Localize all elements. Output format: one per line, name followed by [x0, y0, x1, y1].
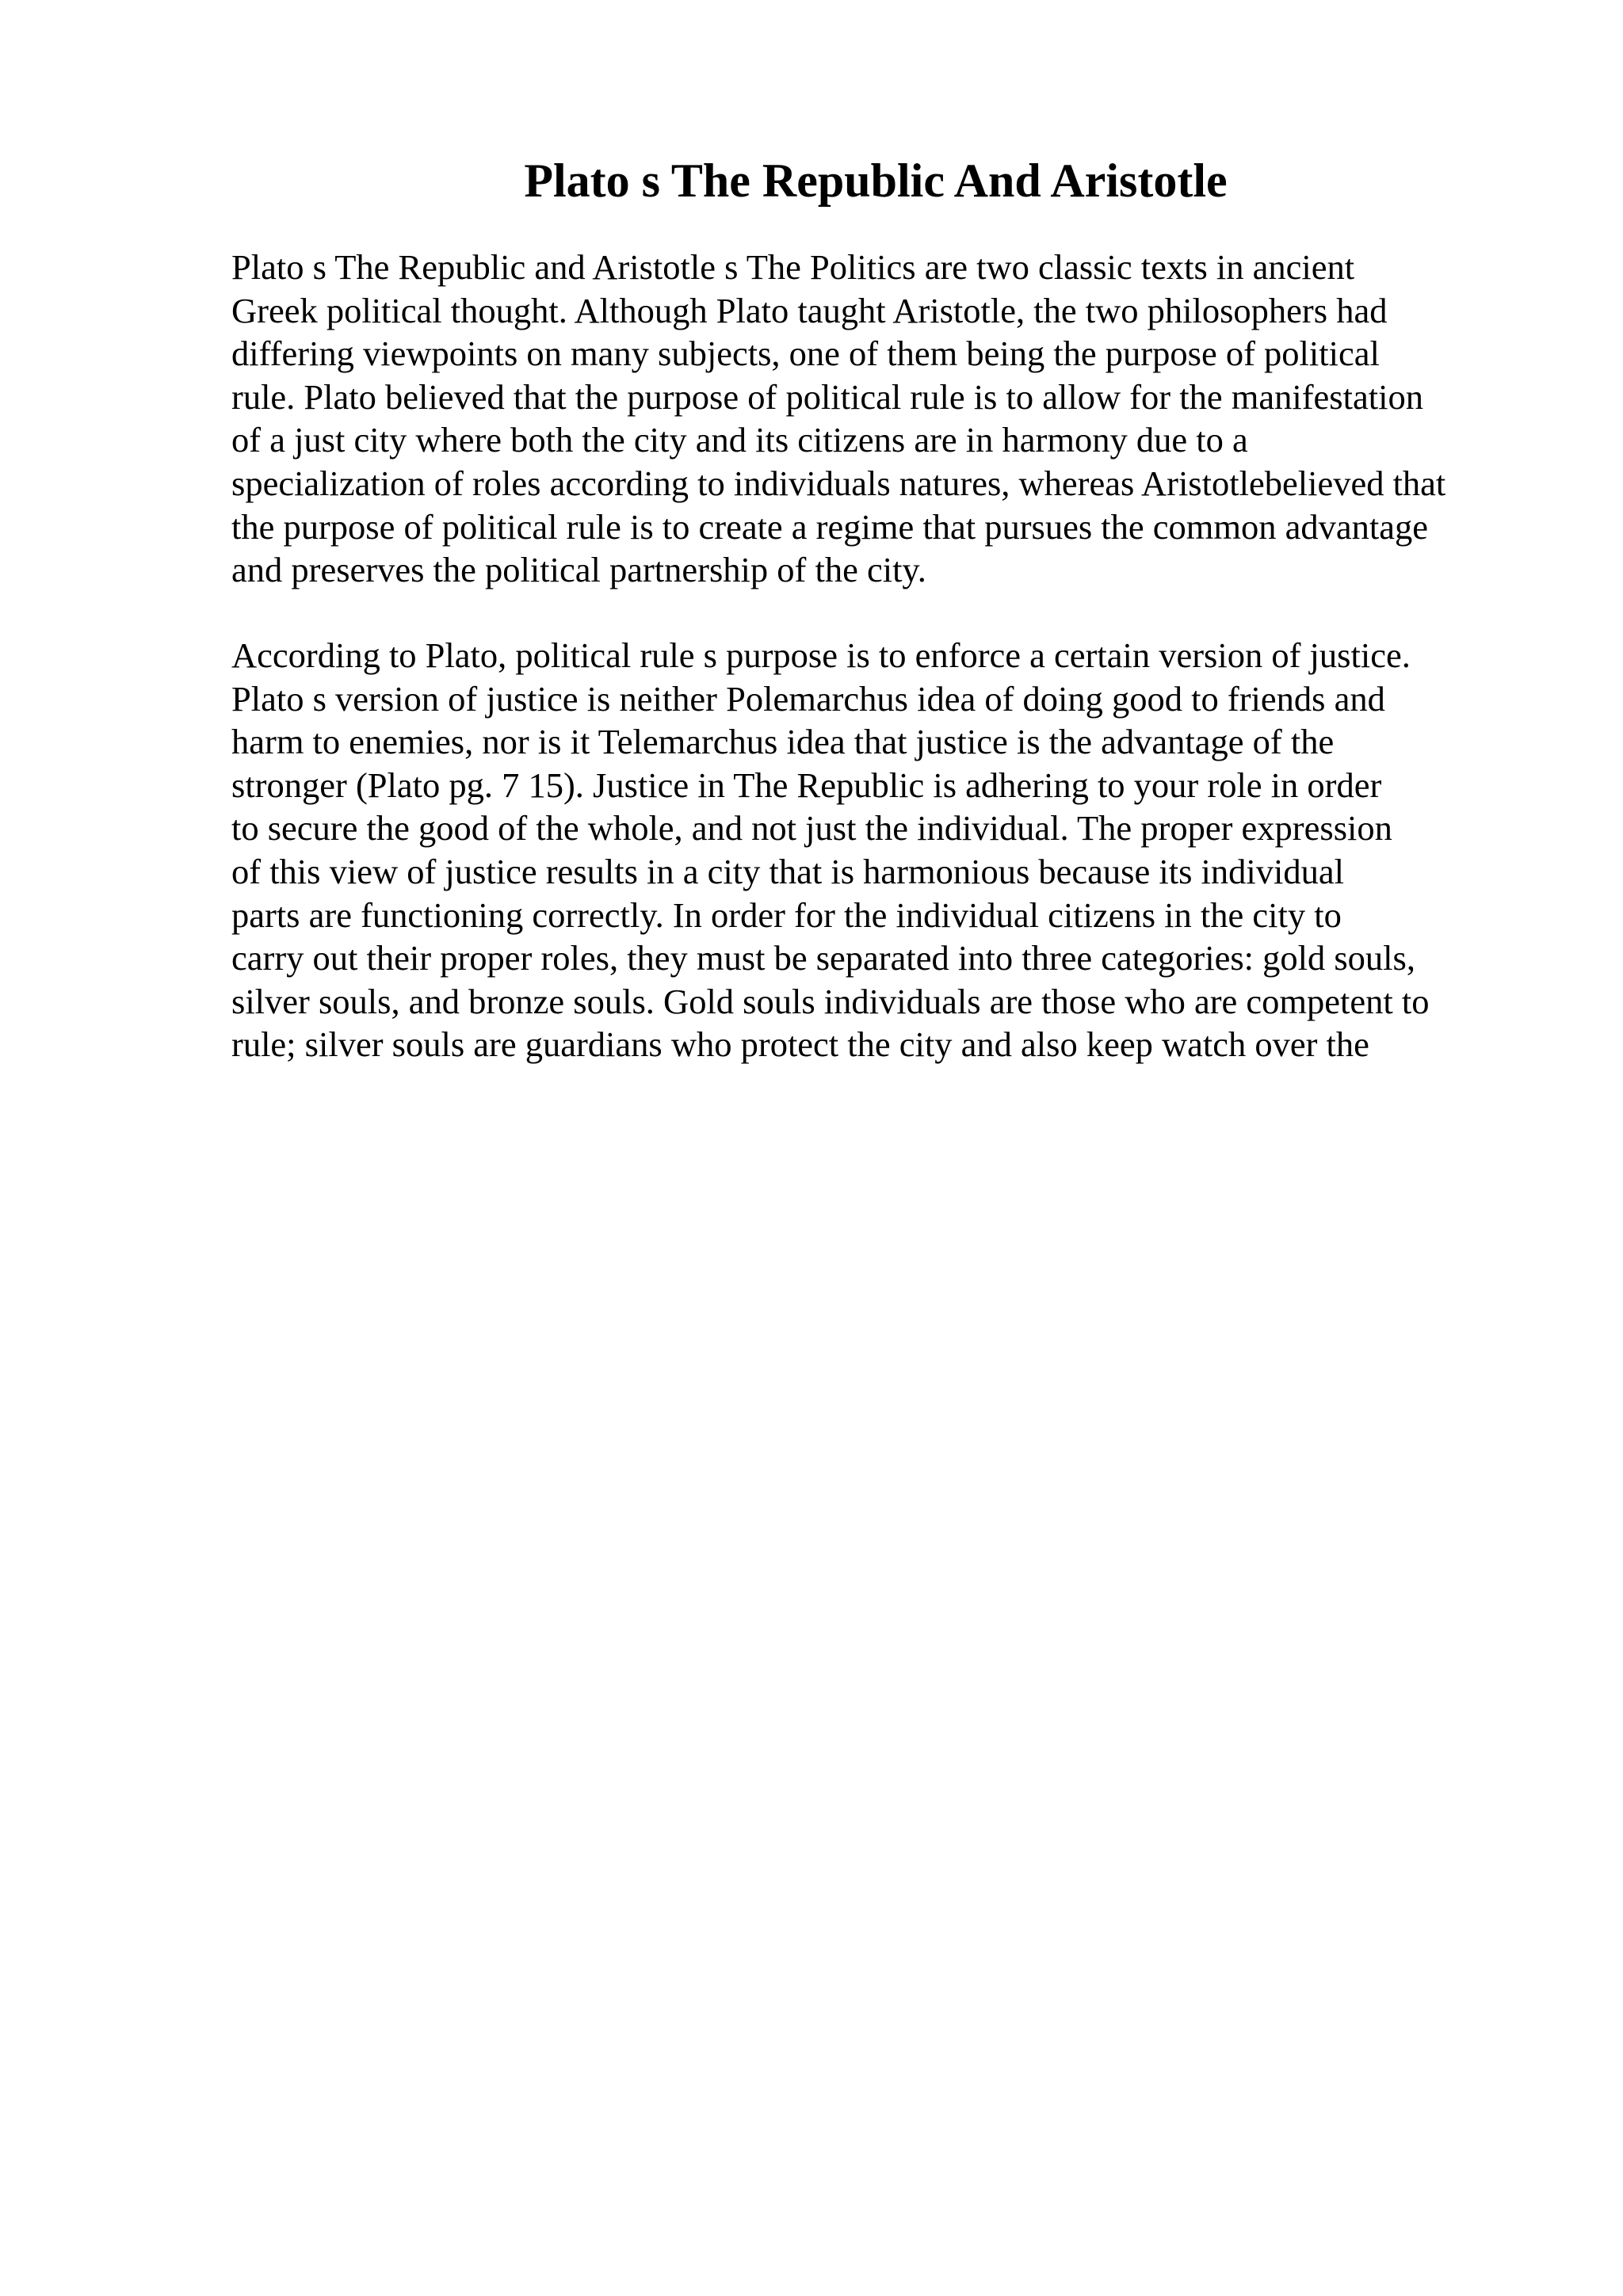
text-line: carry out their proper roles, they must be separated into three categories: gold souls,: [231, 938, 1415, 978]
text-line: Plato s The Republic and Aristotle s The Politics are two classic texts in ancient: [231, 247, 1355, 287]
text-line: stronger (Plato pg. 7 15). Justice in The Republic is adhering to your role in order: [231, 765, 1382, 805]
text-line: silver souls, and bronze souls. Gold souls individuals are those who are competent to: [231, 981, 1430, 1021]
text-line: to secure the good of the whole, and not just the individual. The proper expression: [231, 808, 1392, 849]
text-line: specialization of roles according to individuals natures, whereas Aristotlebelieved that: [231, 463, 1446, 503]
text-line: Greek political thought. Although Plato taught Aristotle, the two philosophers had: [231, 290, 1388, 330]
text-line: and preserves the political partnership of the city.: [231, 550, 926, 590]
paragraph-1: [231, 246, 1610, 592]
text-line: of a just city where both the city and its citizens are in harmony due to a: [231, 420, 1248, 460]
text-line: differing viewpoints on many subjects, one of them being the purpose of political: [231, 334, 1380, 374]
paragraph-2: [231, 634, 1610, 1066]
text-line: rule. Plato believed that the purpose of political rule is to allow for the manifestation: [231, 376, 1423, 417]
text-line: rule; silver souls are guardians who protect the city and also keep watch over the: [231, 1024, 1369, 1065]
document-title: Plato s The Republic And Aristotle: [524, 154, 1228, 207]
text-line: the purpose of political rule is to create a regime that pursues the common advantage: [231, 506, 1429, 547]
text-line: parts are functioning correctly. In order for the individual citizens in the city to: [231, 894, 1342, 935]
text-line: Plato s version of justice is neither Polemarchus idea of doing good to friends and: [231, 678, 1385, 719]
text-line: harm to enemies, nor is it Telemarchus idea that justice is the advantage of the: [231, 722, 1335, 762]
text-line: of this view of justice results in a city that is harmonious because its individual: [231, 851, 1344, 891]
text-line: According to Plato, political rule s purpose is to enforce a certain version of justice.: [231, 635, 1411, 675]
